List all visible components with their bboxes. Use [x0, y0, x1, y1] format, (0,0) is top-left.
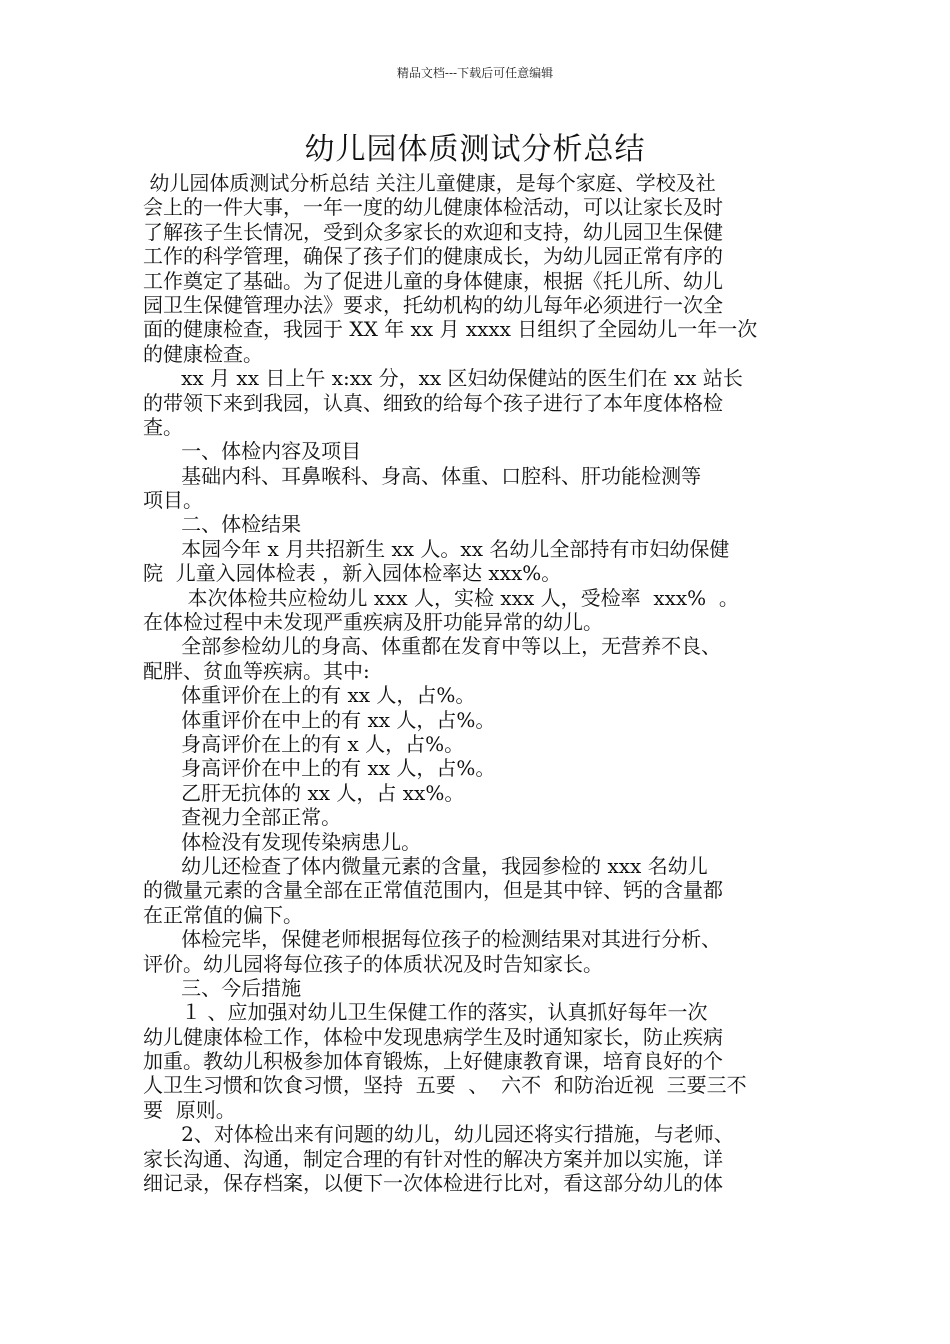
paragraph — [143, 830, 823, 854]
paragraph — [143, 512, 823, 536]
text-line: 幼儿还检查了体内微量元素的含量，我园参检的 xxx 名幼儿 — [143, 853, 708, 878]
text-line: 项目。 — [143, 488, 203, 513]
text-line: 面的健康检查，我园于 XX 年 xx 月 xxxx 日组织了全园幼儿一年一次 — [143, 317, 758, 342]
paragraph — [143, 683, 823, 707]
text-line: 体重评价在中上的有 xx 人，占%。 — [143, 707, 496, 732]
document-body — [143, 171, 823, 1195]
text-line: 配胖、贫血等疾病。其中: — [143, 658, 370, 683]
text-line: 的微量元素的含量全部在正常值范围内，但是其中锌、钙的含量都 — [143, 878, 723, 903]
text-line: 人卫生习惯和饮食习惯，坚持 五要 、 六不 和防治近视 三要三不 — [143, 1073, 747, 1098]
text-line: 本园今年 x 月共招新生 xx 人。xx 名幼儿全部持有市妇幼保健 — [143, 536, 730, 561]
text-line: 二、体检结果 — [143, 512, 302, 537]
paragraph — [143, 464, 823, 513]
paragraph — [143, 1000, 823, 1122]
text-line: 基础内科、耳鼻喉科、身高、体重、口腔科、肝功能检测等 — [143, 463, 702, 488]
text-line: 工作的科学管理，确保了孩子们的健康成长，为幼儿园正常有序的 — [143, 244, 723, 269]
paragraph — [143, 439, 823, 463]
paragraph — [143, 854, 823, 927]
text-line: 身高评价在上的有 x 人，占%。 — [143, 731, 465, 756]
paragraph — [143, 708, 823, 732]
text-line: 在正常值的偏下。 — [143, 902, 303, 927]
document-title: 幼儿园体质测试分析总结 — [304, 132, 646, 167]
text-line: 乙肝无抗体的 xx 人，占 xx%。 — [143, 780, 465, 805]
text-line: xx 月 xx 日上午 x:xx 分，xx 区妇幼保健站的医生们在 xx 站长 — [143, 366, 743, 391]
text-line: 查。 — [143, 414, 183, 439]
paragraph — [143, 781, 823, 805]
paragraph — [143, 171, 823, 366]
paragraph — [143, 586, 823, 635]
text-line: 工作奠定了基础。为了促进儿童的身体健康，根据《托儿所、幼儿 — [143, 268, 723, 293]
paragraph — [143, 805, 823, 829]
text-line: 幼儿健康体检工作，体检中发现患病学生及时通知家长，防止疾病 — [143, 1024, 723, 1049]
paragraph — [143, 756, 823, 780]
text-line: 查视力全部正常。 — [143, 805, 342, 830]
paragraph — [143, 1122, 823, 1195]
text-line: 体检没有发现传染病患儿。 — [143, 829, 422, 854]
page-header-note: 精品文档---下载后可任意编辑 — [396, 66, 554, 80]
paragraph — [143, 732, 823, 756]
text-line: 本次体检共应检幼儿 xxx 人，实检 xxx 人，受检率 xxx% 。 — [143, 585, 739, 610]
text-line: 全部参检幼儿的身高、体重都在发育中等以上，无营养不良、 — [143, 634, 722, 659]
text-line: 要 原则。 — [143, 1097, 236, 1122]
text-line: 会上的一件大事，一年一度的幼儿健康体检活动，可以让家长及时 — [143, 195, 723, 220]
text-line: 三、今后措施 — [143, 975, 302, 1000]
paragraph — [143, 537, 823, 586]
text-line: 院 儿童入园体检表 ，新入园体检率达 xxx%。 — [143, 561, 562, 586]
text-line: １ 、应加强对幼儿卫生保健工作的落实，认真抓好每年一次 — [143, 1000, 708, 1025]
text-line: 体重评价在上的有 xx 人，占%。 — [143, 683, 476, 708]
text-line: 园卫生保健管理办法》要求，托幼机构的幼儿每年必须进行一次全 — [143, 292, 723, 317]
text-line: 2、对体检出来有问题的幼儿，幼儿园还将实行措施，与老师、 — [143, 1122, 734, 1147]
paragraph — [143, 634, 823, 683]
text-line: 了解孩子生长情况，受到众多家长的欢迎和支持，幼儿园卫生保健 — [143, 219, 723, 244]
text-line: 在体检过程中未发现严重疾病及肝功能异常的幼儿。 — [143, 610, 603, 635]
text-line: 家长沟通、沟通，制定合理的有针对性的解决方案并加以实施，详 — [143, 1146, 723, 1171]
paragraph — [143, 927, 823, 976]
text-line: 的健康检查。 — [143, 341, 263, 366]
paragraph — [143, 366, 823, 439]
text-line: 幼儿园体质测试分析总结 关注儿童健康，是每个家庭、学校及社 — [143, 171, 716, 195]
text-line: 的带领下来到我园，认真、细致的给每个孩子进行了本年度体格检 — [143, 390, 723, 415]
text-line: 细记录，保存档案，以便下一次体检进行比对，看这部分幼儿的体 — [143, 1171, 723, 1196]
text-line: 身高评价在中上的有 xx 人，占%。 — [143, 756, 496, 781]
text-line: 加重。教幼儿积极参加体育锻炼，上好健康教育课，培育良好的个 — [143, 1049, 723, 1074]
text-line: 体检完毕，保健老师根据每位孩子的检测结果对其进行分析、 — [143, 927, 722, 952]
text-line: 评价。幼儿园将每位孩子的体质状况及时告知家长。 — [143, 951, 603, 976]
paragraph — [143, 976, 823, 1000]
text-line: 一、体检内容及项目 — [143, 439, 362, 464]
